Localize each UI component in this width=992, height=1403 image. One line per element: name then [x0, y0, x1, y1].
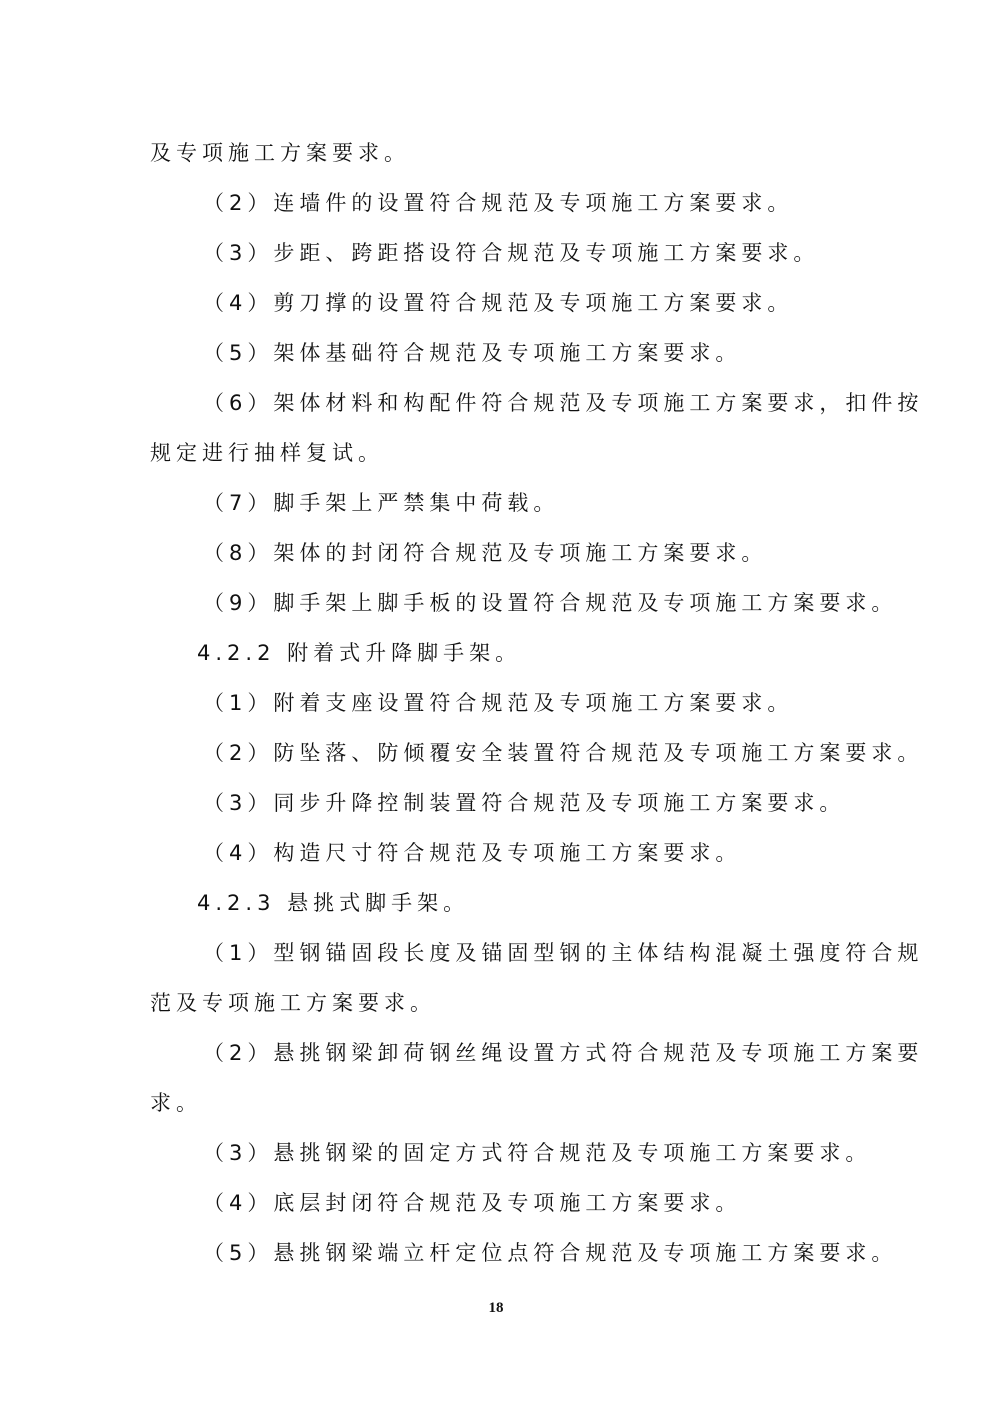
section-heading-4-2-2: 4.2.2 附着式升降脚手架。 — [197, 641, 522, 665]
page-number: 18 — [488, 1300, 504, 1316]
list-item-9: （9）脚手架上脚手板的设置符合规范及专项施工方案要求。 — [203, 591, 898, 615]
list-item-2: （2）防坠落、防倾覆安全装置符合规范及专项施工方案要求。 — [203, 741, 924, 765]
list-item-5: （5）架体基础符合规范及专项施工方案要求。 — [203, 341, 742, 365]
list-item-1-continuation: 范及专项施工方案要求。 — [150, 991, 436, 1015]
list-item-3: （3）同步升降控制装置符合规范及专项施工方案要求。 — [203, 791, 846, 815]
list-item-1: （1）型钢锚固段长度及锚固型钢的主体结构混凝土强度符合规 — [203, 941, 924, 965]
list-item-2: （2）悬挑钢梁卸荷钢丝绳设置方式符合规范及专项施工方案要 — [203, 1041, 924, 1065]
list-item-3: （3）悬挑钢梁的固定方式符合规范及专项施工方案要求。 — [203, 1141, 872, 1165]
section-heading-4-2-3: 4.2.3 悬挑式脚手架。 — [197, 891, 470, 915]
list-item-4: （4）剪刀撑的设置符合规范及专项施工方案要求。 — [203, 291, 794, 315]
list-item-8: （8）架体的封闭符合规范及专项施工方案要求。 — [203, 541, 768, 565]
list-item-2: （2）连墙件的设置符合规范及专项施工方案要求。 — [203, 191, 794, 215]
list-item-4: （4）底层封闭符合规范及专项施工方案要求。 — [203, 1191, 742, 1215]
list-item-7: （7）脚手架上严禁集中荷载。 — [203, 491, 560, 515]
list-item-4: （4）构造尺寸符合规范及专项施工方案要求。 — [203, 841, 742, 865]
list-item-2-continuation: 求。 — [150, 1091, 202, 1115]
text-line-continuation: 及专项施工方案要求。 — [150, 141, 410, 165]
list-item-5: （5）悬挑钢梁端立杆定位点符合规范及专项施工方案要求。 — [203, 1241, 898, 1265]
list-item-6-continuation: 规定进行抽样复试。 — [150, 441, 384, 465]
list-item-3: （3）步距、跨距搭设符合规范及专项施工方案要求。 — [203, 241, 820, 265]
list-item-6: （6）架体材料和构配件符合规范及专项施工方案要求，扣件按 — [203, 391, 924, 415]
list-item-1: （1）附着支座设置符合规范及专项施工方案要求。 — [203, 691, 794, 715]
